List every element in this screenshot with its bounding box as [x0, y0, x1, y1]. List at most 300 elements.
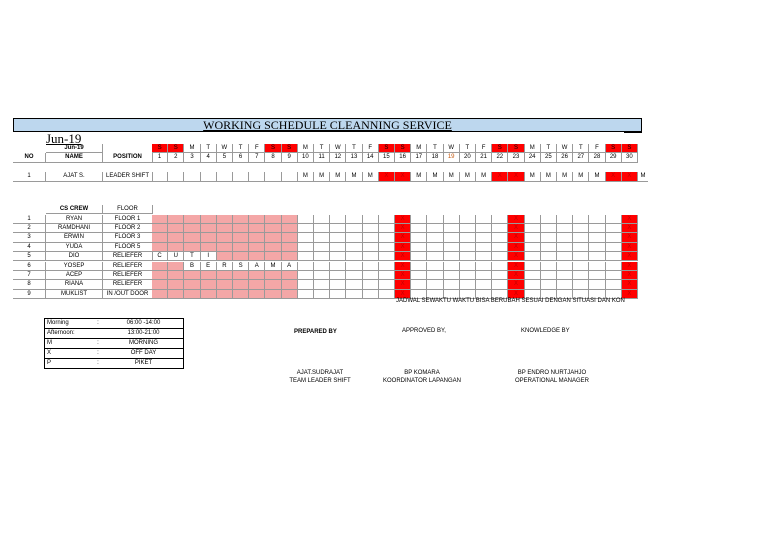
crew-day-cell [363, 224, 379, 233]
crew-day-cell [168, 262, 184, 271]
crew-no: 8 [13, 280, 46, 289]
crew-day-cell [525, 243, 541, 252]
crew-day-cell [573, 243, 589, 252]
crew-day-cell [314, 215, 330, 224]
crew-day-cell: X [508, 280, 524, 289]
crew-day-cell [589, 215, 605, 224]
crew-day-cell [152, 243, 168, 252]
crew-day-cell [233, 271, 249, 280]
crew-name: MUKLIST [46, 290, 103, 299]
crew-day-cell [249, 290, 265, 299]
legend-colon [92, 329, 104, 338]
crew-day-cell [444, 215, 460, 224]
crew-day-cell [314, 233, 330, 242]
crew-day-cell [460, 233, 476, 242]
crew-day-cell [363, 290, 379, 299]
crew-day-cell [168, 233, 184, 242]
legend-row [45, 349, 183, 359]
crew-day-cell [217, 290, 233, 299]
crew-day-cell [249, 280, 265, 289]
crew-day-cell [525, 233, 541, 242]
day-number: 2 [168, 153, 184, 162]
legend-value: PIKET [134, 360, 153, 366]
day-number: 15 [379, 153, 395, 162]
crew-day-cell [184, 224, 200, 233]
day-letter: S [168, 144, 184, 153]
legend-colon: : [97, 360, 99, 366]
legend-value: 13:00-21:00 [127, 330, 160, 336]
day-number: 3 [184, 153, 200, 162]
crew-day-cell [233, 243, 249, 252]
crew-day-cell [525, 252, 541, 261]
crew-day-cell [298, 224, 314, 233]
crew-day-cell [460, 252, 476, 261]
crew-day-cell [460, 243, 476, 252]
crew-day-cell [525, 280, 541, 289]
day-letter: S [265, 144, 281, 153]
legend-row [45, 329, 183, 339]
crew-day-cell [411, 243, 427, 252]
leader-shift: M [444, 172, 460, 181]
prepared-by-label: PREPARED BY [294, 329, 337, 335]
title-underline [624, 118, 642, 133]
header-position: POSITION [103, 153, 153, 162]
crew-day-cell [152, 280, 168, 289]
crew-day-cell [201, 233, 217, 242]
crew-day-cell [217, 224, 233, 233]
crew-day-cell [379, 215, 395, 224]
crew-day-cell [363, 215, 379, 224]
crew-day-cell [168, 215, 184, 224]
crew-no: 5 [13, 252, 46, 261]
knowledge-name: BP ENDRO NURTJAHJO [517, 370, 587, 376]
day-letter: W [444, 144, 460, 153]
crew-day-cell [573, 233, 589, 242]
leader-shift: M [573, 172, 589, 181]
prepared-role: TEAM LEADER SHIFT [289, 378, 351, 384]
crew-no: 6 [13, 262, 46, 271]
day-number: 11 [314, 153, 330, 162]
crew-day-cell: X [395, 252, 411, 261]
crew-day-cell [233, 215, 249, 224]
crew-day-cell: A [249, 262, 265, 271]
crew-name: YOSEP [46, 262, 103, 271]
crew-day-cell [589, 262, 605, 271]
crew-day-cell [152, 262, 168, 271]
crew-day-cell [427, 271, 443, 280]
crew-day-cell [346, 280, 362, 289]
crew-day-cell [363, 280, 379, 289]
crew-day-cell [330, 262, 346, 271]
crew-name: DIO [46, 252, 103, 261]
legend-key: M [47, 340, 52, 346]
crew-day-cell [379, 290, 395, 299]
approved-by-label: APPROVED BY, [402, 328, 446, 334]
day-letter: W [557, 144, 573, 153]
day-letter: S [379, 144, 395, 153]
crew-day-cell [330, 224, 346, 233]
crew-day-cell [379, 252, 395, 261]
crew-day-cell [249, 224, 265, 233]
crew-day-cell [541, 233, 557, 242]
crew-day-cell [427, 252, 443, 261]
leader-shift [201, 172, 217, 181]
crew-day-cell [152, 215, 168, 224]
crew-day-cell [492, 233, 508, 242]
crew-name: RAMDHANI [46, 224, 103, 233]
crew-day-cell [298, 280, 314, 289]
crew-day-cell [573, 215, 589, 224]
crew-day-cell [346, 262, 362, 271]
day-letter: T [233, 144, 249, 153]
crew-day-cell [346, 290, 362, 299]
crew-day-cell: E [201, 262, 217, 271]
day-number: 23 [508, 153, 524, 162]
day-letter: T [201, 144, 217, 153]
leader-shift: X [622, 172, 638, 181]
crew-day-cell [168, 290, 184, 299]
knowledge-role: OPERATIONAL MANAGER [514, 378, 589, 384]
crew-day-cell [363, 271, 379, 280]
crew-day-cell [476, 262, 492, 271]
day-number: 10 [298, 153, 314, 162]
crew-day-cell [573, 280, 589, 289]
legend-key: P [47, 360, 52, 366]
leader-shift: M [541, 172, 557, 181]
crew-day-cell [168, 280, 184, 289]
crew-day-cell [427, 262, 443, 271]
crew-day-cell [411, 252, 427, 261]
crew-day-cell [557, 271, 573, 280]
crew-day-cell: C [152, 252, 168, 261]
day-number: 16 [395, 153, 411, 162]
crew-day-cell [476, 224, 492, 233]
crew-day-cell [168, 271, 184, 280]
day-number: 27 [573, 153, 589, 162]
leader-shift: X [492, 172, 508, 181]
crew-day-cell: X [508, 215, 524, 224]
crew-day-cell [427, 215, 443, 224]
crew-day-cell [184, 243, 200, 252]
crew-day-cell [492, 224, 508, 233]
day-letter: W [217, 144, 233, 153]
crew-day-cell [184, 215, 200, 224]
crew-day-cell [525, 271, 541, 280]
crew-day-cell [427, 224, 443, 233]
crew-day-cell [411, 271, 427, 280]
crew-day-cell [606, 243, 622, 252]
prepared-name: AJAT.SUDRAJAT [296, 370, 344, 376]
day-letter: T [346, 144, 362, 153]
title-bar [13, 118, 642, 132]
crew-day-cell [444, 271, 460, 280]
crew-day-cell: X [395, 215, 411, 224]
leader-shift: M [330, 172, 346, 181]
day-number: 25 [541, 153, 557, 162]
legend-colon: : [97, 340, 99, 346]
crew-day-cell: X [622, 271, 638, 280]
crew-day-cell [314, 252, 330, 261]
crew-day-cell [492, 243, 508, 252]
crew-day-cell: X [508, 252, 524, 261]
day-letter: M [184, 144, 200, 153]
leader-shift: M [346, 172, 362, 181]
leader-shift: M [314, 172, 330, 181]
crew-day-cell [589, 252, 605, 261]
leader-shift: X [395, 172, 411, 181]
day-letter: M [298, 144, 314, 153]
crew-day-cell: X [622, 233, 638, 242]
crew-day-cell [249, 252, 265, 261]
crew-day-cell [298, 262, 314, 271]
leader-shift [249, 172, 265, 181]
crew-day-cell [152, 271, 168, 280]
approved-role: KOORDINATOR LAPANGAN [383, 378, 462, 384]
crew-day-cell: X [508, 290, 524, 299]
crew-day-cell [201, 271, 217, 280]
floor-header: FLOOR [103, 205, 153, 214]
leader-shift: M [460, 172, 476, 181]
day-letter: M [525, 144, 541, 153]
crew-day-cell [217, 271, 233, 280]
crew-day-cell [606, 215, 622, 224]
crew-day-cell [492, 271, 508, 280]
day-letter: S [508, 144, 524, 153]
crew-floor: RELIEFER [103, 262, 153, 271]
day-letter: T [573, 144, 589, 153]
crew-day-cell [541, 224, 557, 233]
crew-day-cell: X [395, 243, 411, 252]
day-letter: F [476, 144, 492, 153]
crew-day-cell [476, 233, 492, 242]
day-letter: S [606, 144, 622, 153]
crew-day-cell [265, 290, 281, 299]
crew-day-cell: X [395, 280, 411, 289]
crew-day-cell [282, 233, 298, 242]
day-number: 14 [363, 153, 379, 162]
day-number: 19 [444, 153, 460, 162]
crew-day-cell [460, 215, 476, 224]
crew-day-cell [606, 233, 622, 242]
crew-day-cell [330, 233, 346, 242]
crew-day-cell [541, 262, 557, 271]
crew-day-cell [282, 280, 298, 289]
crew-day-cell [460, 224, 476, 233]
day-letter: T [314, 144, 330, 153]
crew-day-cell [573, 262, 589, 271]
crew-no: 9 [13, 290, 46, 299]
crew-day-cell [411, 280, 427, 289]
crew-day-cell [314, 280, 330, 289]
crew-day-cell [363, 262, 379, 271]
crew-day-cell [346, 271, 362, 280]
crew-day-cell [282, 252, 298, 261]
crew-day-cell [557, 243, 573, 252]
crew-day-cell [606, 252, 622, 261]
legend-value: MORNING [129, 340, 158, 346]
leader-shift [217, 172, 233, 181]
crew-day-cell [444, 252, 460, 261]
crew-no: 4 [13, 243, 46, 252]
crew-day-cell [217, 243, 233, 252]
day-number: 8 [265, 153, 281, 162]
crew-day-cell [557, 252, 573, 261]
crew-day-cell: X [395, 262, 411, 271]
day-letter: T [541, 144, 557, 153]
crew-day-cell [557, 233, 573, 242]
day-number: 21 [476, 153, 492, 162]
crew-day-cell: X [508, 262, 524, 271]
crew-day-cell [476, 252, 492, 261]
crew-day-cell [492, 280, 508, 289]
crew-day-cell [330, 243, 346, 252]
crew-day-cell [606, 271, 622, 280]
leader-shift [168, 172, 184, 181]
crew-day-cell [589, 233, 605, 242]
day-letter: W [330, 144, 346, 153]
crew-day-cell: X [622, 290, 638, 299]
crew-day-cell [346, 233, 362, 242]
leader-shift: M [363, 172, 379, 181]
crew-day-cell: I [201, 252, 217, 261]
crew-day-cell [476, 280, 492, 289]
crew-day-cell [201, 280, 217, 289]
crew-day-cell [249, 233, 265, 242]
crew-day-cell [314, 271, 330, 280]
crew-day-cell [282, 271, 298, 280]
crew-day-cell: X [622, 262, 638, 271]
day-letter: F [589, 144, 605, 153]
crew-day-cell [541, 271, 557, 280]
crew-day-cell [363, 233, 379, 242]
legend-table [44, 318, 184, 369]
crew-day-cell [233, 290, 249, 299]
day-number: 12 [330, 153, 346, 162]
header-no: NO [13, 153, 46, 162]
crew-day-cell [282, 243, 298, 252]
crew-day-cell [265, 215, 281, 224]
day-number: 30 [622, 153, 638, 162]
crew-day-cell [541, 243, 557, 252]
crew-day-cell [525, 262, 541, 271]
crew-day-cell [298, 233, 314, 242]
crew-day-cell [152, 224, 168, 233]
crew-floor: FLOOR 3 [103, 233, 153, 242]
leader-shift: X [508, 172, 524, 181]
crew-day-cell [330, 271, 346, 280]
legend-colon: : [97, 320, 99, 326]
crew-day-cell [525, 224, 541, 233]
day-number: 13 [346, 153, 362, 162]
day-letter: S [622, 144, 638, 153]
crew-day-cell [589, 271, 605, 280]
schedule-note: JADWAL SEWAKTU WAKTU BISA BERUBAH SESUAI DENGAN SITUASI DAN KON [396, 298, 625, 304]
crew-day-cell [589, 280, 605, 289]
day-number: 5 [217, 153, 233, 162]
crew-floor: FLOOR 5 [103, 243, 153, 252]
crew-day-cell [168, 224, 184, 233]
crew-day-cell [411, 262, 427, 271]
crew-day-cell [492, 252, 508, 261]
crew-day-cell [201, 290, 217, 299]
crew-day-cell [201, 224, 217, 233]
crew-day-cell [184, 271, 200, 280]
crew-day-cell [282, 224, 298, 233]
crew-name: ACEP [46, 271, 103, 280]
crew-day-cell [233, 224, 249, 233]
header-name: NAME [46, 153, 103, 162]
day-letter: S [152, 144, 168, 153]
crew-day-cell [346, 215, 362, 224]
crew-header: CS CREW [46, 205, 103, 214]
day-letter: T [427, 144, 443, 153]
crew-day-cell [589, 243, 605, 252]
leader-shift [265, 172, 281, 181]
crew-day-cell [363, 252, 379, 261]
leader-name: AJAT S. [46, 172, 103, 181]
crew-day-cell [492, 215, 508, 224]
page-title: WORKING SCHEDULE CLEANNING SERVICE [203, 118, 452, 132]
leader-trailing-shift: M [638, 172, 648, 181]
legend-row [45, 319, 183, 329]
crew-day-cell [217, 215, 233, 224]
crew-day-cell [444, 280, 460, 289]
crew-day-cell [265, 280, 281, 289]
crew-day-cell [606, 224, 622, 233]
leader-shift [233, 172, 249, 181]
crew-day-cell [589, 224, 605, 233]
crew-day-cell [282, 215, 298, 224]
leader-shift [184, 172, 200, 181]
day-number: 6 [233, 153, 249, 162]
crew-day-cell [314, 224, 330, 233]
leader-shift: M [557, 172, 573, 181]
crew-day-cell [606, 262, 622, 271]
crew-day-cell [330, 215, 346, 224]
legend-value: 06:00 -14:00 [126, 320, 161, 326]
month-heading: Jun-19 [46, 131, 82, 146]
header-month: Jun-19 [46, 144, 103, 153]
crew-day-cell: X [395, 224, 411, 233]
crew-day-cell [233, 233, 249, 242]
day-number: 7 [249, 153, 265, 162]
crew-day-cell [573, 271, 589, 280]
crew-day-cell [330, 290, 346, 299]
crew-day-cell [427, 243, 443, 252]
crew-day-cell [249, 215, 265, 224]
leader-shift [282, 172, 298, 181]
crew-day-cell [541, 215, 557, 224]
crew-name: ERWIN [46, 233, 103, 242]
crew-day-cell [152, 290, 168, 299]
legend-key: Morning [47, 320, 69, 326]
crew-day-cell: X [622, 215, 638, 224]
crew-day-cell [379, 243, 395, 252]
crew-day-cell [346, 252, 362, 261]
crew-day-cell: X [622, 252, 638, 261]
crew-floor: RELIEFER [103, 271, 153, 280]
crew-day-cell [168, 243, 184, 252]
crew-day-cell [573, 252, 589, 261]
day-number: 18 [427, 153, 443, 162]
crew-day-cell [152, 233, 168, 242]
crew-day-cell [541, 252, 557, 261]
leader-shift: M [298, 172, 314, 181]
day-letter: T [460, 144, 476, 153]
crew-name: YUDA [46, 243, 103, 252]
legend-value: OFF DAY [130, 350, 157, 356]
crew-day-cell: R [217, 262, 233, 271]
